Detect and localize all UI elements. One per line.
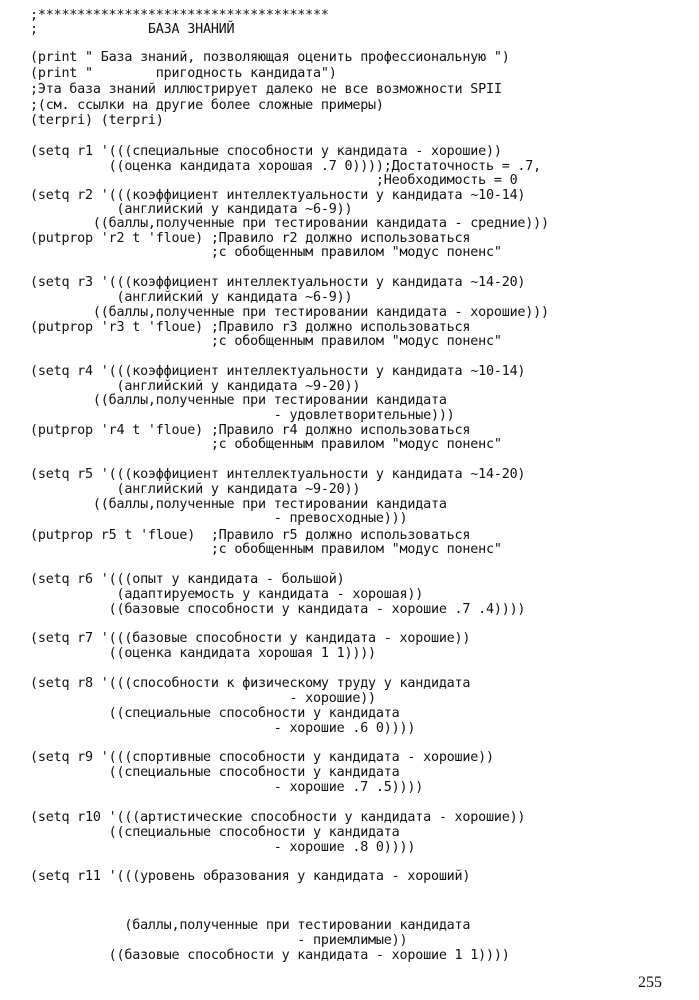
rule-r5-line: ((баллы,полученные при тестировании кандидата: [30, 497, 447, 512]
rule-r5-line: (setq r5 '(((коэффициент интеллектуальности у кандидата ~14-20): [30, 467, 526, 482]
rule-r4-line: (setq r4 '(((коэффициент интеллектуальности у кандидата ~10-14): [30, 364, 526, 379]
rule-r6-line: (адаптируемость у кандидата - хорошая)): [30, 587, 424, 602]
rule-r9-line: (setq r9 '(((спортивные способности у кандидата - хорошие)): [30, 750, 494, 765]
rule-r5-line: (putprop r5 t 'floue) ;Правило r5 должно использоваться: [30, 528, 471, 543]
rule-r7-line: ((оценка кандидата хорошая 1 1)))): [30, 646, 376, 661]
code-line: (print " пригодность кандидата"): [30, 66, 337, 81]
rule-r6-line: (setq r6 '(((опыт у кандидата - большой): [30, 572, 345, 587]
rule-r2-line: ;с обобщенным правилом "модус поненс": [30, 245, 502, 260]
rule-r4-line: (putprop 'r4 t 'floue) ;Правило r4 должно использоваться: [30, 423, 471, 438]
rule-r11-line: (баллы,полученные при тестировании кандидата: [30, 918, 471, 933]
code-line: ;Эта база знаний иллюстрирует далеко не все возможности SPII: [30, 82, 502, 97]
header-line: ;*************************************: [30, 8, 329, 23]
rule-r9-line: - хорошие .7 .5)))): [30, 780, 424, 795]
rule-r1-line: (setq r1 '(((специальные способности у кандидата - хорошие)): [30, 144, 502, 159]
rule-r4-line: (английский у кандидата ~9-20)): [30, 379, 361, 394]
rule-r3-line: ((баллы,полученные при тестировании кандидата - хорошие))): [30, 305, 549, 320]
page-number: 255: [638, 974, 662, 991]
rule-r4-line: - удовлетворительные))): [30, 408, 455, 423]
rule-r8-line: - хорошие)): [30, 691, 376, 706]
header-title: ; БАЗА ЗНАНИЙ: [30, 22, 235, 37]
rule-r10-line: (setq r10 '(((артистические способности у кандидата - хорошие)): [30, 810, 526, 825]
rule-r4-line: ;с обобщенным правилом "модус поненс": [30, 437, 502, 452]
code-line: ;(см. ссылки на другие более сложные примеры): [30, 98, 384, 113]
rule-r2-line: (setq r2 '(((коэффициент интеллектуальности у кандидата ~10-14): [30, 188, 526, 203]
rule-r1-line: ((оценка кандидата хорошая .7 0))));Достаточность = .7,: [30, 159, 542, 174]
rule-r11-line: ((базовые способности у кандидата - хорошие 1 1)))): [30, 948, 510, 963]
rule-r2-line: ((баллы,полученные при тестировании кандидата - средние))): [30, 216, 549, 231]
rule-r10-line: - хорошие .8 0)))): [30, 840, 416, 855]
rule-r2-line: (putprop 'r2 t 'floue) ;Правило r2 должно использоваться: [30, 231, 471, 246]
code-line: (terpri) (terpri): [30, 113, 164, 128]
rule-r3-line: ;с обобщенным правилом "модус поненс": [30, 334, 502, 349]
rule-r7-line: (setq r7 '(((базовые способности у кандидата - хорошие)): [30, 631, 471, 646]
rule-r4-line: ((баллы,полученные при тестировании кандидата: [30, 393, 447, 408]
rule-r3-line: (английский у кандидата ~6-9)): [30, 290, 353, 305]
rule-r8-line: ((специальные способности у кандидата: [30, 706, 400, 721]
rule-r6-line: ((базовые способности у кандидата - хорошие .7 .4)))): [30, 602, 526, 617]
rule-r8-line: (setq r8 '(((способности к физическому труду у кандидата: [30, 676, 471, 691]
rule-r2-line: (английский у кандидата ~6-9)): [30, 202, 353, 217]
rule-r8-line: - хорошие .6 0)))): [30, 721, 416, 736]
code-line: (print " База знаний, позволяющая оценить профессиональную "): [30, 50, 510, 65]
rule-r3-line: (putprop 'r3 t 'floue) ;Правило r3 должно использоваться: [30, 320, 471, 335]
rule-r11-line: (setq r11 '(((уровень образования у кандидата - хороший): [30, 869, 471, 884]
rule-r3-line: (setq r3 '(((коэффициент интеллектуальности у кандидата ~14-20): [30, 275, 526, 290]
rule-r10-line: ((специальные способности у кандидата: [30, 825, 400, 840]
rule-r1-line: ;Необходимость = 0: [30, 173, 518, 188]
rule-r5-line: ;с обобщенным правилом "модус поненс": [30, 542, 502, 557]
rule-r5-line: - превосходные))): [30, 511, 408, 526]
rule-r5-line: (английский у кандидата ~9-20)): [30, 482, 361, 497]
rule-r9-line: ((специальные способности у кандидата: [30, 765, 400, 780]
rule-r11-line: - приемлимые)): [30, 933, 408, 948]
